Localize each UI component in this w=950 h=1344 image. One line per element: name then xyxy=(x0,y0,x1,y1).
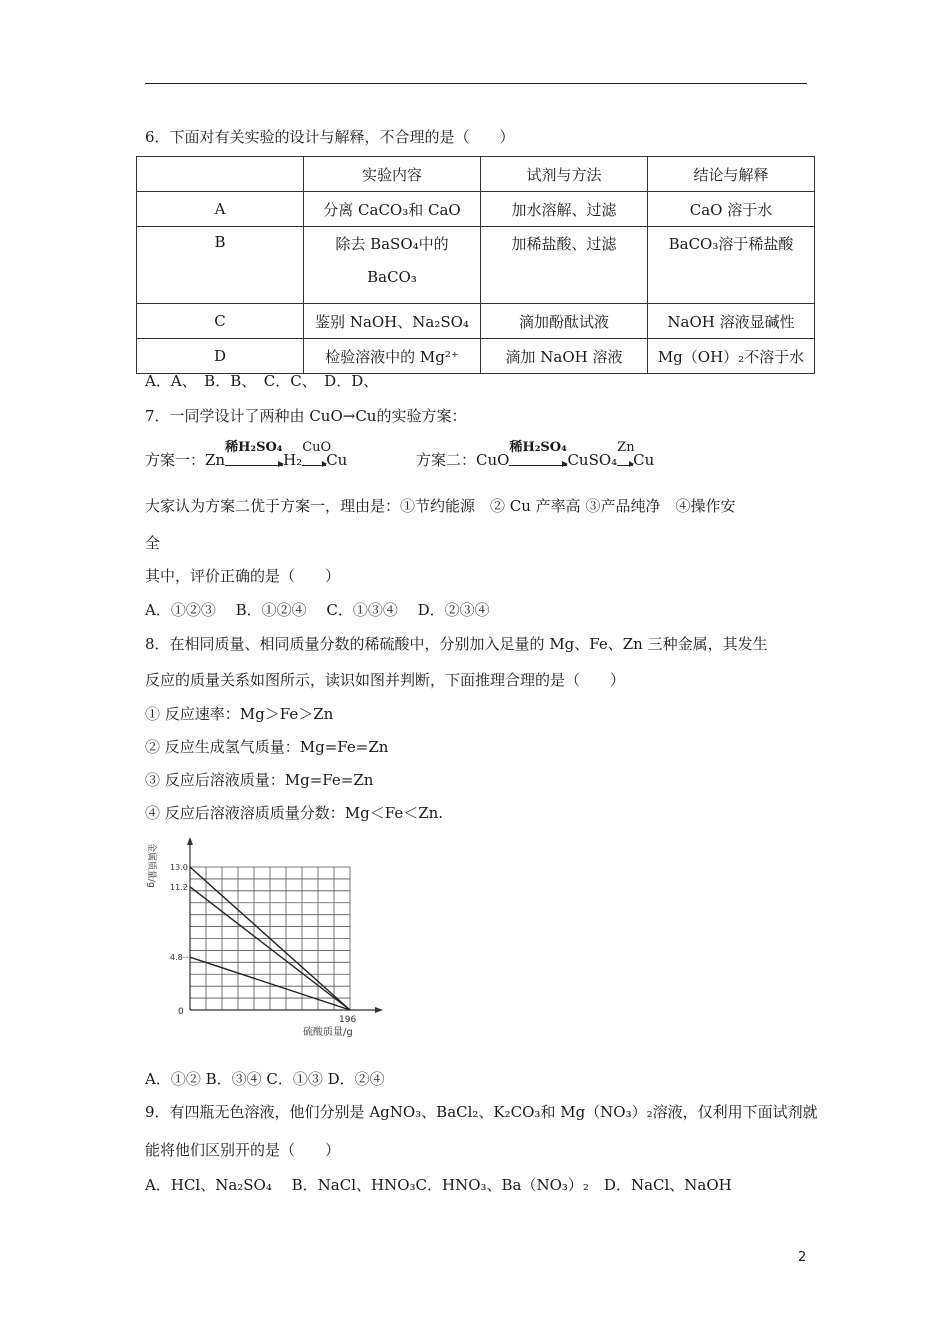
q6-title: 6．下面对有关实验的设计与解释，不合理的是（ ） xyxy=(145,128,515,146)
table-header-row xyxy=(137,157,815,192)
row-content: 鉴别 NaOH、Na₂SO₄ xyxy=(304,304,481,339)
row-label: D xyxy=(137,339,304,374)
header-cell-method: 试剂与方法 xyxy=(481,157,648,192)
header-cell-conclusion: 结论与解释 xyxy=(648,157,815,192)
header-cell-content: 实验内容 xyxy=(304,157,481,192)
row-conclusion: CaO 溶于水 xyxy=(648,192,815,227)
plan1-reagent2: CuO xyxy=(302,440,332,455)
q7-question: 其中，评价正确的是（ ） xyxy=(145,567,341,585)
y-axis-label: 金属质量/g xyxy=(146,843,156,888)
x-axis-arrow xyxy=(375,1007,383,1013)
row-content: 分离 CaCO₃和 CaO xyxy=(304,192,481,227)
plan2-reagent: 稀H₂SO₄ xyxy=(509,440,567,455)
q9-title2: 能将他们区别开的是（ ） xyxy=(145,1141,341,1159)
q8-options: A．①② B．③④ C．①③ D．②④ xyxy=(145,1070,385,1088)
table-row xyxy=(137,339,815,374)
mass-chart xyxy=(145,835,390,1045)
row-conclusion: Mg（OH）₂不溶于水 xyxy=(648,339,815,374)
row-method: 加稀盐酸、过滤 xyxy=(481,227,648,304)
header-cell-empty xyxy=(137,157,304,192)
plan2-end: Cu xyxy=(633,451,655,469)
experiment-table xyxy=(136,156,815,374)
q7-options: A．①②③ B．①②④ C．①③④ D．②③④ xyxy=(145,601,490,619)
q6-options: A．A、 B．B、 C．C、 D．D、 xyxy=(145,372,379,390)
q8-item: ② 反应生成氢气质量：Mg=Fe=Zn xyxy=(145,738,389,756)
plan2-reaction-arrow2 xyxy=(617,440,635,470)
q8-item: ① 反应速率：Mg＞Fe＞Zn xyxy=(145,705,334,723)
q7-reason: 大家认为方案二优于方案一，理由是：①节约能源 ② Cu 产率高 ③产品纯净 ④操作安 xyxy=(145,497,736,515)
plan2-label: 方案二：CuO xyxy=(416,451,510,469)
row-conclusion: BaCO₃溶于稀盐酸 xyxy=(648,227,815,304)
row-content-line1: 除去 BaSO₄中的 xyxy=(335,235,449,253)
table-row xyxy=(137,304,815,339)
plan1-reagent: 稀H₂SO₄ xyxy=(225,440,283,455)
plan2-reagent2: Zn xyxy=(617,440,635,455)
plan2-reaction-arrow xyxy=(509,440,567,470)
plan1-reaction-arrow xyxy=(225,440,283,470)
plan1-label: 方案一：Zn xyxy=(145,451,226,469)
q7-title: 7．一同学设计了两种由 CuO→Cu的实验方案： xyxy=(145,407,467,425)
origin-tick-label: 0 xyxy=(178,1007,184,1017)
x-axis-label: 硫酸质量/g xyxy=(303,1027,353,1038)
q7-plan1 xyxy=(145,440,348,470)
plan2-mid: CuSO₄ xyxy=(567,451,618,469)
q7-reason-tail: 全 xyxy=(145,534,161,552)
row-method: 滴加酚酞试液 xyxy=(481,304,648,339)
row-label: C xyxy=(137,304,304,339)
row-content xyxy=(304,227,481,304)
q9-options: A．HCl、Na₂SO₄ B．NaCl、HNO₃C．HNO₃、Ba（NO₃）₂ D．NaCl、NaOH xyxy=(145,1176,732,1194)
q8-title: 8．在相同质量、相同质量分数的稀硫酸中，分别加入足量的 Mg、Fe、Zn 三种金属，其发生 xyxy=(145,635,768,653)
q7-plan2 xyxy=(416,440,655,470)
row-label: A xyxy=(137,192,304,227)
row-content-line2: BaCO₃ xyxy=(367,268,417,286)
chart-y-ticks xyxy=(170,863,190,962)
plan1-reaction-arrow2 xyxy=(302,440,332,470)
row-content: 检验溶液中的 Mg²⁺ xyxy=(304,339,481,374)
plan1-end: Cu xyxy=(326,451,348,469)
q8-item: ③ 反应后溶液质量：Mg=Fe=Zn xyxy=(145,771,374,789)
q9-title: 9．有四瓶无色溶液，他们分别是 AgNO₃、BaCl₂、K₂CO₃和 Mg（NO₃）₂溶液，仅利用下面试剂就 xyxy=(145,1103,818,1121)
row-method: 滴加 NaOH 溶液 xyxy=(481,339,648,374)
y-axis-arrow xyxy=(187,837,193,845)
y-tick-label: 4.8 xyxy=(170,953,183,963)
x-tick-label-196: 196 xyxy=(339,1015,357,1025)
row-conclusion: NaOH 溶液显碱性 xyxy=(648,304,815,339)
page-number: 2 xyxy=(798,1250,807,1265)
q8-item: ④ 反应后溶液溶质质量分数：Mg＜Fe＜Zn. xyxy=(145,804,444,822)
table-row xyxy=(137,227,815,304)
table-row xyxy=(137,192,815,227)
y-tick-label: 13.0 xyxy=(170,863,188,872)
row-label: B xyxy=(137,227,304,304)
y-tick-label: 11.2 xyxy=(170,882,188,892)
header-rule xyxy=(145,83,807,84)
q8-title2: 反应的质量关系如图所示，读识如图并判断，下面推理合理的是（ ） xyxy=(145,671,626,689)
row-method: 加水溶解、过滤 xyxy=(481,192,648,227)
plan1-mid: H₂ xyxy=(283,451,303,469)
